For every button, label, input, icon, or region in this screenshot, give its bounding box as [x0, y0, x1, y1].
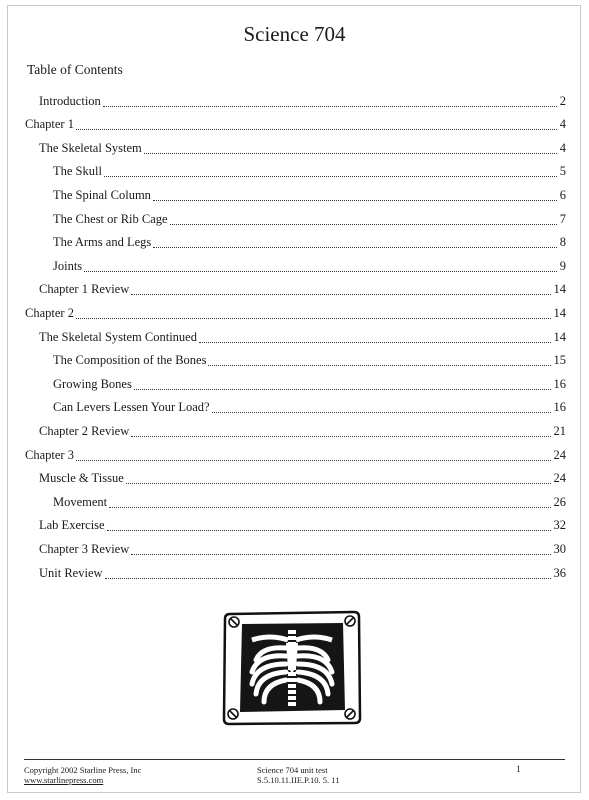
toc-leader-dots	[170, 211, 557, 225]
toc-leader-dots	[212, 400, 551, 414]
toc-leader-dots	[153, 187, 557, 201]
page-title: Science 704	[243, 22, 346, 46]
toc-entry	[39, 421, 566, 439]
toc-entry	[39, 138, 566, 156]
toc-entry-page: 5	[559, 164, 566, 179]
toc-entry	[53, 185, 566, 203]
toc-entry-label: Joints	[53, 258, 83, 273]
toc-entry-label: The Chest or Rib Cage	[53, 211, 168, 226]
xray-ribcage-icon	[222, 610, 362, 726]
toc-entry	[39, 539, 566, 557]
toc-entry-page: 4	[559, 140, 566, 155]
toc-leader-dots	[144, 140, 557, 154]
toc-leader-dots	[76, 305, 551, 319]
toc-leader-dots	[131, 282, 550, 296]
toc-entry	[53, 256, 566, 274]
toc-entry	[53, 374, 566, 392]
footer-left	[24, 765, 141, 785]
toc-entry-page: 9	[559, 258, 566, 273]
toc-entry-page: 8	[559, 235, 566, 250]
toc-entry-label: Movement	[53, 494, 108, 509]
toc-leader-dots	[131, 541, 550, 555]
toc-leader-dots	[76, 447, 551, 461]
toc-entry	[53, 209, 566, 227]
toc-entry-page: 32	[553, 518, 566, 533]
toc-entry-label: Chapter 1	[25, 117, 74, 132]
toc-entry-label: Introduction	[39, 93, 101, 108]
toc-leader-dots	[126, 471, 551, 485]
toc-entry-page: 15	[553, 353, 566, 368]
toc-entry	[39, 91, 566, 109]
toc-entry-page: 14	[553, 282, 566, 297]
toc-leader-dots	[153, 235, 557, 249]
toc-leader-dots	[131, 423, 550, 437]
toc-entry-label: Growing Bones	[53, 376, 132, 391]
toc-entry	[25, 115, 566, 133]
toc-entry	[39, 516, 566, 534]
toc-entry-label: The Skeletal System	[39, 140, 142, 155]
toc-entry-page: 24	[553, 471, 566, 486]
toc-entry	[39, 327, 566, 345]
footer-center	[257, 765, 340, 785]
toc-leader-dots	[199, 329, 551, 343]
toc-entry	[53, 398, 566, 416]
toc-entry-label: Chapter 1 Review	[39, 282, 130, 297]
footer-divider	[24, 759, 565, 760]
toc-entry-page: 26	[553, 494, 566, 509]
toc-entry-page: 16	[553, 376, 566, 391]
toc-entry	[53, 162, 566, 180]
toc-entry-label: The Arms and Legs	[53, 235, 152, 250]
toc-leader-dots	[84, 258, 557, 272]
toc-entry-page: 16	[553, 400, 566, 415]
toc-entry-label: Chapter 2 Review	[39, 423, 130, 438]
toc-heading: Table of Contents	[27, 62, 123, 77]
toc-entry-label: The Composition of the Bones	[53, 353, 207, 368]
toc-entry-page: 7	[559, 211, 566, 226]
unit-test-label: Science 704 unit test	[257, 765, 328, 775]
toc-entry-page: 2	[559, 93, 566, 108]
toc-entry-label: The Spinal Column	[53, 187, 151, 202]
toc-entry-page: 6	[559, 187, 566, 202]
page-number: 1	[516, 765, 521, 775]
toc-leader-dots	[208, 353, 550, 367]
toc-entry-page: 4	[559, 117, 566, 132]
toc-entry	[53, 351, 566, 369]
toc-entry-label: Lab Exercise	[39, 518, 105, 533]
toc-entry-label: The Skeletal System Continued	[39, 329, 197, 344]
toc-entry-page: 30	[553, 541, 566, 556]
copyright-text: Copyright 2002 Starline Press, Inc	[24, 765, 142, 775]
toc-entry-label: The Skull	[53, 164, 102, 179]
toc-entry-page: 14	[553, 329, 566, 344]
toc-leader-dots	[105, 565, 551, 579]
toc-leader-dots	[103, 93, 557, 107]
toc-entry-label: Chapter 3 Review	[39, 541, 130, 556]
toc-leader-dots	[107, 518, 551, 532]
toc-entry	[25, 445, 566, 463]
toc-leader-dots	[109, 494, 550, 508]
website-link[interactable]: www.starlinepress.com	[24, 775, 104, 785]
toc-leader-dots	[134, 376, 551, 390]
toc-entry-page: 21	[553, 423, 566, 438]
toc-entry	[39, 280, 566, 298]
toc-entry-page: 24	[553, 447, 566, 462]
toc-entry-label: Chapter 2	[25, 305, 74, 320]
toc-entry-label: Muscle & Tissue	[39, 471, 124, 486]
course-code: S.5.10.11.IIE.P.10. 5. 11	[257, 775, 340, 785]
toc-entry-label: Unit Review	[39, 565, 103, 580]
toc-entry	[39, 563, 566, 581]
toc-entry-label: Can Levers Lessen Your Load?	[53, 400, 210, 415]
toc-entry-page: 14	[553, 305, 566, 320]
toc-entry	[25, 303, 566, 321]
toc-leader-dots	[104, 164, 557, 178]
toc-entry-label: Chapter 3	[25, 447, 74, 462]
toc-entry	[39, 469, 566, 487]
toc-leader-dots	[76, 117, 557, 131]
toc-entry-page: 36	[553, 565, 566, 580]
toc-entry	[53, 233, 566, 251]
toc-entry	[53, 492, 566, 510]
